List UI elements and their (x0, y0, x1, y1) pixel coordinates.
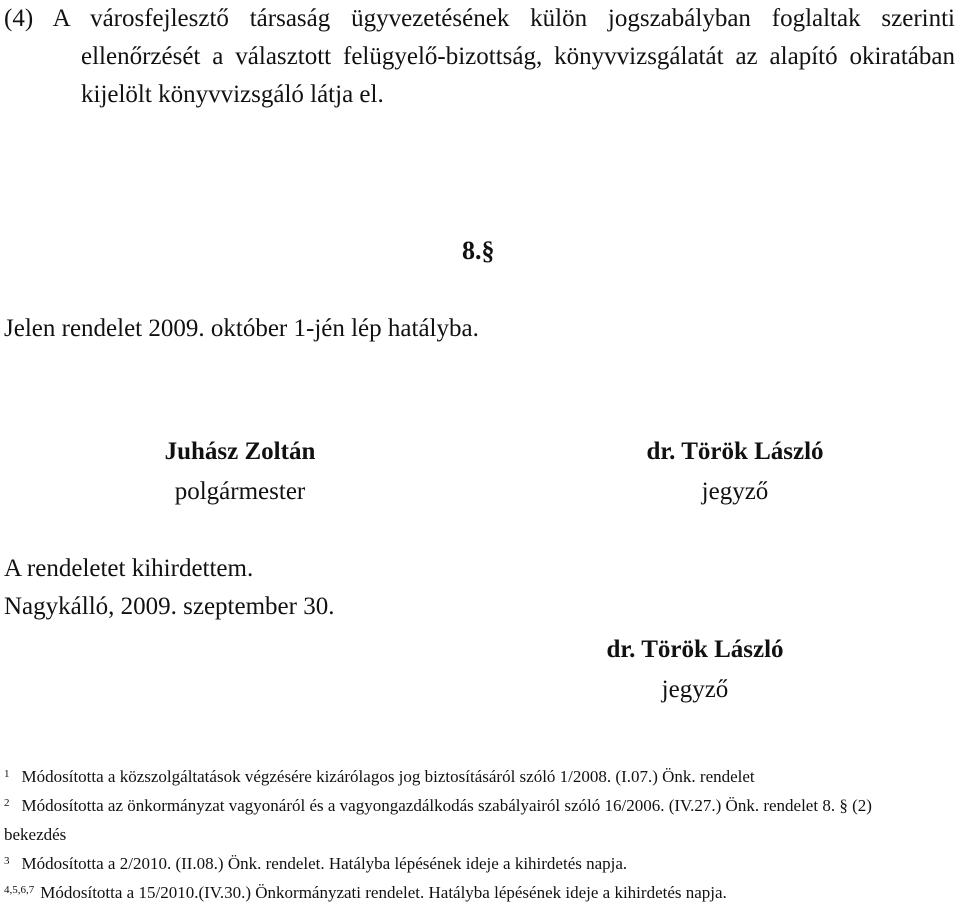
signature-name: Juhász Zoltán (164, 438, 316, 465)
footnote-text: Módosította a 2/2010. (II.08.) Önk. rendelet. Hatályba lépésének ideje a kihirdetés napja. (21, 854, 628, 873)
signature-title: jegyző (701, 478, 769, 505)
footnote-text: Módosította a 15/2010.(IV.30.) Önkormányzati rendelet. Hatályba lépésének ideje a kihirdetés napja. (40, 883, 727, 902)
footnote-1 (4, 762, 956, 791)
footnote-marker: 1 (4, 768, 10, 780)
footnote-text: Módosította a közszolgáltatások végzésére kizárólagos jog biztosításáról szóló 1/2008. (I.07.) Önk. rendelet (21, 767, 755, 786)
footnote-2-continuation: bekezdés (4, 825, 67, 844)
footnotes (4, 762, 956, 907)
announcement-line-2: Nagykálló, 2009. szeptember 30. (4, 593, 335, 620)
footnote-marker: 2 (4, 797, 10, 809)
footnote-marker: 3 (4, 855, 10, 867)
announcement-line-1: A rendeletet kihirdettem. (4, 555, 254, 582)
paragraph-line-1: (4) A városfejlesztő társaság ügyvezetésének külön jogszabályban foglaltak szerinti (4, 5, 955, 32)
footnote-4-7 (4, 878, 956, 907)
paragraph-line-2: ellenőrzését a választott felügyelő-bizottság, könyvvizsgálatát az alapító okiratában (81, 43, 955, 70)
signature-title: jegyző (661, 676, 729, 703)
paragraph-4 (4, 0, 955, 114)
signature-mayor (110, 432, 370, 512)
announcement (4, 550, 334, 626)
footnote-text: Módosította az önkormányzat vagyonáról és a vagyongazdálkodás szabályairól szóló 16/2006. (IV.27.) Önk. rendelet 8. § (2) (21, 796, 872, 815)
effective-date-text: Jelen rendelet 2009. október 1-jén lép hatályba. (4, 315, 479, 342)
footnote-marker: 4,5,6,7 (4, 884, 35, 896)
signature-title: polgármester (174, 478, 306, 505)
section-heading: 8.§ (462, 236, 495, 265)
signature-name: dr. Török László (606, 636, 784, 663)
footnote-3 (4, 849, 956, 878)
footnote-2 (4, 791, 956, 820)
paragraph-line-3: kijelölt könyvvizsgáló látja el. (81, 81, 384, 108)
signature-notary-announcement (580, 630, 810, 710)
signature-notary (600, 432, 870, 512)
signature-name: dr. Török László (646, 438, 824, 465)
